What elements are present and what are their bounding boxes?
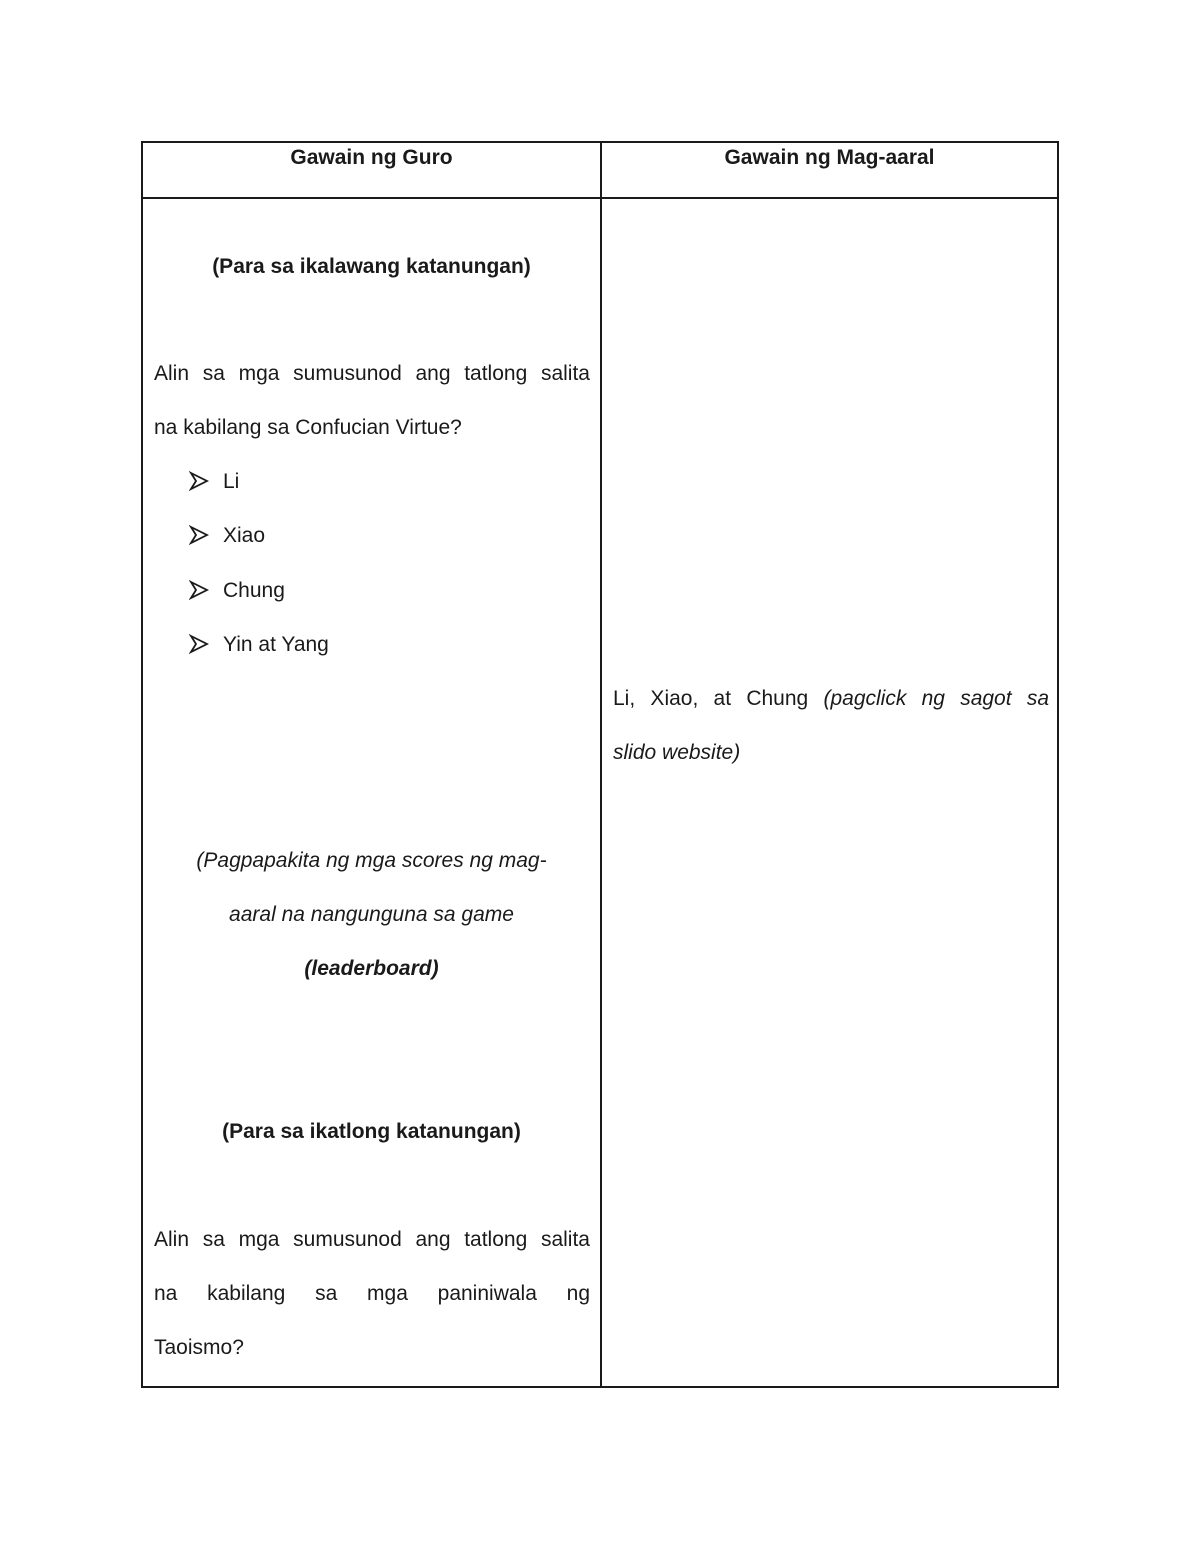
arrow-bullet-icon	[189, 471, 209, 491]
choice-item	[189, 468, 239, 496]
column-divider	[600, 143, 602, 1386]
heading-second-question: (Para sa ikalawang katanungan)	[212, 255, 531, 278]
question-third-line-1: Alin sa mga sumusunod ang tatlong salita	[154, 1228, 590, 1251]
activity-table	[141, 141, 1059, 1388]
header-row-divider	[143, 197, 1057, 199]
student-answer: Li, Xiao, at Chung	[613, 687, 809, 710]
leaderboard-line-2: aaral na nangunguna sa game	[229, 903, 514, 926]
header-gawain-ng-mag-aaral: Gawain ng Mag-aaral	[724, 146, 935, 169]
heading-third-question: (Para sa ikatlong katanungan)	[222, 1120, 521, 1143]
student-answer-line-1	[613, 685, 1049, 713]
question-third-line-3: Taoismo?	[154, 1336, 244, 1359]
arrow-bullet-icon	[189, 525, 209, 545]
choice-item	[189, 522, 265, 550]
student-answer-note: (pagclick ng sagot sa	[823, 687, 1049, 710]
student-answer-line-2: slido website)	[613, 741, 741, 764]
choice-item	[189, 577, 285, 605]
leaderboard-line-3: (leaderboard)	[304, 957, 439, 980]
question-third-line-2: na kabilang sa mga paniniwala ng	[154, 1282, 590, 1305]
question-second-line-1: Alin sa mga sumusunod ang tatlong salita	[154, 362, 590, 385]
choice-label: Li	[223, 470, 240, 493]
choice-item	[189, 631, 329, 659]
choice-label: Yin at Yang	[223, 633, 329, 656]
question-second-line-2: na kabilang sa Confucian Virtue?	[154, 416, 462, 439]
arrow-bullet-icon	[189, 634, 209, 654]
arrow-bullet-icon	[189, 580, 209, 600]
choice-label: Xiao	[223, 524, 266, 547]
header-gawain-ng-guro: Gawain ng Guro	[290, 146, 453, 169]
choice-label: Chung	[223, 579, 285, 602]
leaderboard-line-1: (Pagpapakita ng mga scores ng mag-	[196, 849, 547, 872]
